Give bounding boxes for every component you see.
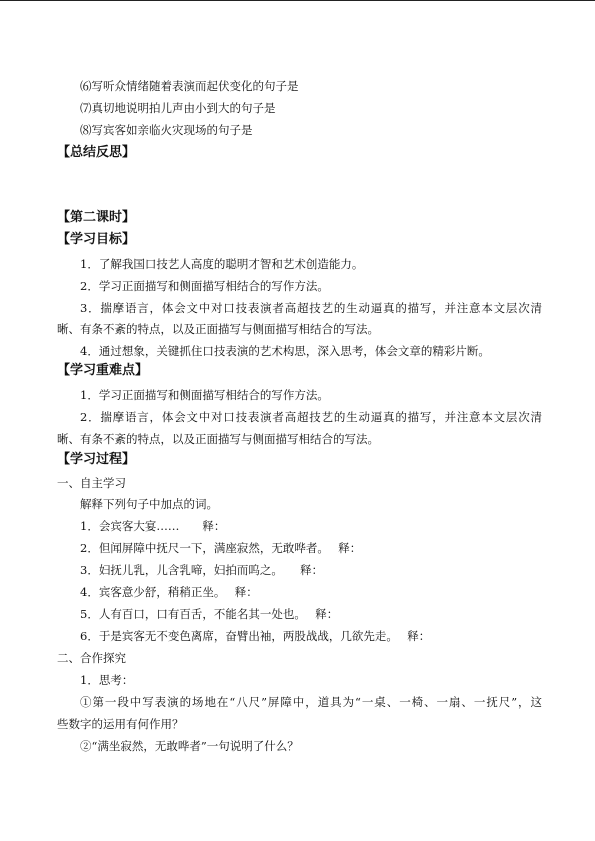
key-point-item-1: 1．学习正面描写和侧面描写相结合的写作方法。 — [80, 388, 329, 402]
vocab-item-6: 6．于是宾客无不变色离席，奋臂出袖，两股战战，几欲先走。 释： — [80, 629, 431, 643]
vocab-item-4: 4．宾客意少舒，稍稍正坐。 释： — [80, 585, 258, 599]
key-point-item-2-cont: 晰、有条不紊的特点，以及正面描写与侧面描写相结合的写法。 — [57, 432, 379, 446]
section2-question-1-cont: 些数字的运用有何作用？ — [57, 717, 184, 731]
question-item-6: ⑹写听众情绪随着表演而起伏变化的句子是 — [80, 79, 299, 93]
summary-heading: 【总结反思】 — [57, 145, 136, 160]
vocab-item-1: 1．会宾客大宴…… 释： — [80, 519, 226, 533]
key-point-item-2: 2．揣摩语言，体会文中对口技表演者高超技艺的生动逼真的描写，并注意本文层次清 — [80, 410, 542, 424]
section2-title: 二、合作探究 — [57, 651, 126, 665]
question-item-8: ⑻写宾客如亲临火灾现场的句子是 — [80, 123, 253, 137]
process-heading: 【学习过程】 — [57, 452, 136, 467]
objective-item-4: 4．通过想象，关键抓住口技表演的艺术构思，深入思考，体会文章的精彩片断。 — [80, 344, 490, 358]
objectives-heading: 【学习目标】 — [57, 232, 136, 247]
section1-title: 一、自主学习 — [57, 476, 126, 490]
section1-instruction: 解释下列句子中加点的词。 — [80, 497, 218, 511]
lesson2-heading: 【第二课时】 — [57, 210, 136, 225]
objective-item-2: 2．学习正面描写和侧面描写相结合的写作方法。 — [80, 279, 329, 293]
section2-question-2: ②“满坐寂然，无敢哗者”一句说明了什么？ — [80, 739, 299, 753]
question-item-7: ⑺真切地说明拍儿声由小到大的句子是 — [80, 101, 276, 115]
vocab-item-3: 3．妇抚儿乳，儿含乳啼，妇拍而呜之。 释： — [80, 563, 324, 577]
section2-question-1: ①第一段中写表演的场地在“八尺”屏障中，道具为“一桌、一椅、一扇、一抚尺”，这 — [80, 695, 542, 709]
objective-item-3: 3．揣摩语言，体会文中对口技表演者高超技艺的生动逼真的描写，并注意本文层次清 — [80, 301, 542, 315]
key-points-heading: 【学习重难点】 — [57, 363, 149, 378]
page-top-border — [0, 0, 595, 1]
vocab-item-5: 5．人有百口，口有百舌，不能名其一处也。 释： — [80, 607, 339, 621]
objective-item-3-cont: 晰、有条不紊的特点，以及正面描写与侧面描写相结合的写法。 — [57, 322, 379, 336]
objective-item-1: 1．了解我国口技艺人高度的聪明才智和艺术创造能力。 — [80, 257, 364, 271]
section2-think-label: 1．思考： — [80, 673, 134, 687]
vocab-item-2: 2．但闻屏障中抚尺一下，满座寂然，无敢哗者。 释： — [80, 541, 362, 555]
